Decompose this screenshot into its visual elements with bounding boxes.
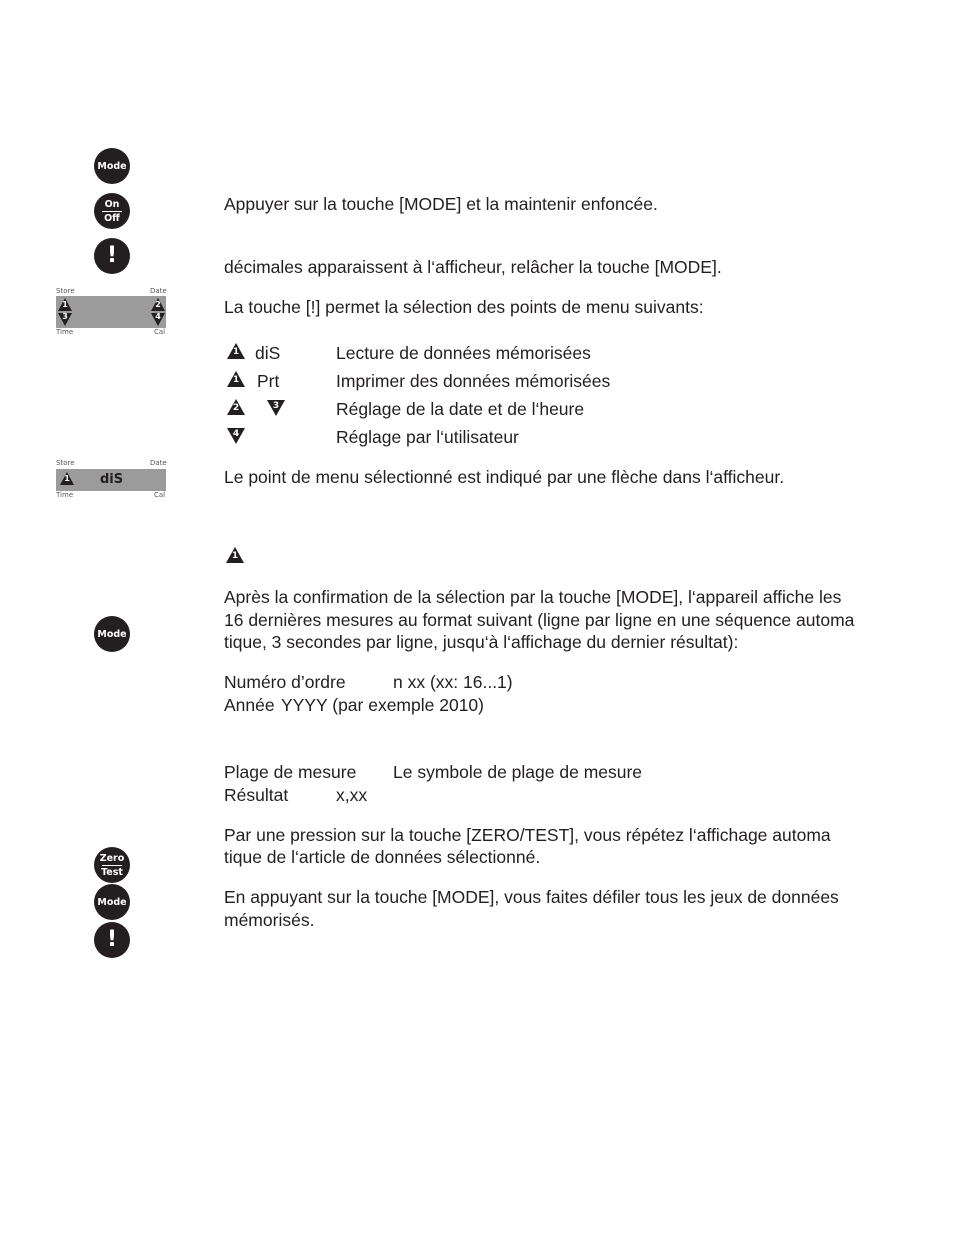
- exclamation-key-icon: [94, 238, 130, 274]
- instruction-press-mode: Appuyer sur la touche [MODE] et la maintenir enfoncée.: [224, 194, 658, 214]
- mode-key-label: Mode: [97, 896, 127, 908]
- menu-desc-user: Réglage par l‘utilisateur: [336, 427, 519, 447]
- lcd2-time-label: Time: [56, 491, 74, 499]
- lcd1-cal-label: Cal: [154, 328, 166, 336]
- menu-desc-prt: Imprimer des données mémorisées: [336, 371, 611, 391]
- menu-code-prt: Prt: [257, 371, 280, 391]
- format-order-label: Numéro d’ordre: [224, 672, 346, 692]
- lcd1-time-label: Time: [56, 328, 74, 336]
- off-key-label: Off: [104, 212, 120, 224]
- lcd1-date-label: Date: [150, 287, 167, 295]
- menu-selection-intro: La touche [!] permet la sélection des points de menu suivants:: [224, 297, 704, 317]
- zero-test-text-line2: tique de l‘article de données sélectionné.: [224, 847, 541, 867]
- menu-code-dis: diS: [255, 343, 281, 363]
- test-key-label: Test: [101, 866, 123, 878]
- confirmation-text-line3: tique, 3 secondes par ligne, jusqu‘à l‘affichage du dernier résultat):: [224, 632, 739, 652]
- lcd-display-all-menus: [56, 296, 166, 328]
- mode-key-icon: [94, 616, 130, 652]
- triangle-down-3-icon: [267, 400, 285, 416]
- scroll-text-line1: En appuyant sur la touche [MODE], vous faites défiler tous les jeux de données: [224, 887, 839, 907]
- key-divider: [102, 865, 122, 866]
- mode-key-icon: [94, 884, 130, 920]
- on-key-label: On: [104, 198, 120, 210]
- exclamation-key-label: !: [106, 927, 118, 952]
- mode-key-label: Mode: [97, 160, 127, 172]
- menu-desc-dis: Lecture de données mémorisées: [336, 343, 591, 363]
- scroll-text-line2: mémorisés.: [224, 910, 315, 930]
- triangle-number: 2: [155, 300, 161, 309]
- triangle-number: 1: [62, 300, 68, 309]
- zero-test-text-line1: Par une pression sur la touche [ZERO/TEST], vous répétez l‘affichage automa: [224, 825, 831, 845]
- lcd-display-dis: [56, 469, 166, 491]
- zero-key-label: Zero: [99, 852, 125, 864]
- triangle-number: 1: [231, 551, 239, 561]
- triangle-number: 1: [232, 347, 240, 357]
- mode-key-icon: [94, 148, 130, 184]
- mode-key-label: Mode: [97, 628, 127, 640]
- triangle-up-1-section-icon: [226, 547, 244, 563]
- triangle-number: 4: [155, 312, 161, 321]
- format-year-value: YYYY (par exemple 2010): [281, 695, 484, 715]
- confirmation-text-line1: Après la confirmation de la sélection par la touche [MODE], l‘appareil affiche les: [224, 587, 842, 607]
- format-result-value: x,xx: [336, 785, 368, 805]
- format-result-label: Résultat: [224, 785, 289, 805]
- triangle-number: 1: [232, 375, 240, 385]
- key-divider: [102, 211, 122, 212]
- instruction-release-mode: décimales apparaissent à l‘afficheur, relâcher la touche [MODE].: [224, 257, 722, 277]
- lcd2-store-label: Store: [56, 459, 75, 467]
- triangle-up-1-icon: [227, 371, 245, 387]
- triangle-number: 1: [64, 474, 70, 483]
- triangle-number: 4: [232, 429, 240, 439]
- format-range-value: Le symbole de plage de mesure: [393, 762, 643, 782]
- triangle-up-2-icon: [227, 399, 245, 415]
- confirmation-text-line2: 16 dernières mesures au format suivant (ligne par ligne en une séquence automa: [224, 610, 855, 630]
- triangle-number: 3: [272, 401, 280, 411]
- menu-desc-date-time: Réglage de la date et de l‘heure: [336, 399, 585, 419]
- format-range-label: Plage de mesure: [224, 762, 357, 782]
- triangle-number: 2: [232, 403, 240, 413]
- exclamation-key-icon: [94, 922, 130, 958]
- selected-menu-note: Le point de menu sélectionné est indiqué par une flèche dans l‘afficheur.: [224, 467, 785, 487]
- on-off-key-icon: [94, 193, 130, 229]
- exclamation-key-label: !: [106, 243, 118, 268]
- lcd1-store-label: Store: [56, 287, 75, 295]
- lcd2-cal-label: Cal: [154, 491, 166, 499]
- zero-test-key-icon: [94, 847, 130, 883]
- triangle-down-4-icon: [227, 428, 245, 444]
- format-order-value: n xx (xx: 16...1): [393, 672, 513, 692]
- lcd2-date-label: Date: [150, 459, 167, 467]
- lcd-value: diS: [100, 472, 124, 487]
- format-year-label: Année: [224, 695, 275, 715]
- triangle-up-1-icon: [227, 343, 245, 359]
- triangle-number: 3: [62, 312, 68, 321]
